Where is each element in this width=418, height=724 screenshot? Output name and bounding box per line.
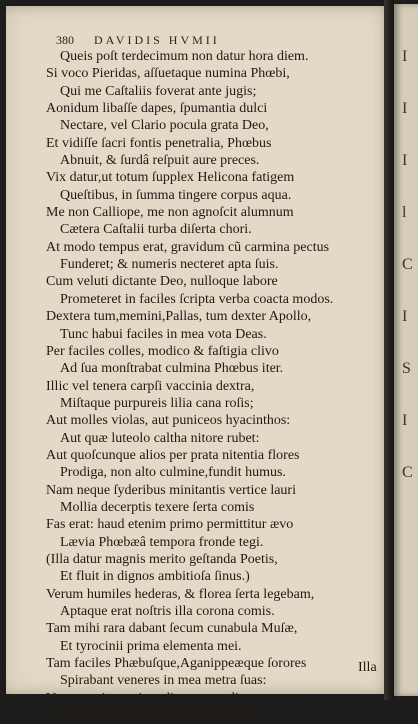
- facing-page-letter: S: [402, 360, 411, 377]
- poem-line: Aut quoſcunque alios per prata nitentia flores: [46, 447, 300, 463]
- poem-line: Tunc habui faciles in mea vota Deas.: [60, 326, 267, 342]
- poem-line: Funderet; & numeris necteret apta ſuis.: [60, 257, 279, 273]
- poem-line: Et foret argutæ neſcia dextra lyræ:: [60, 708, 252, 724]
- poem-line: Prodiga, non alto culmine,fundit humus.: [60, 465, 286, 481]
- poem-line: Aut molles violas, aut puniceos hyacinthos:: [46, 413, 291, 429]
- poem-line: Mollia decerptis texere ſerta comis: [60, 499, 255, 515]
- poem-line: Spirabant veneres in mea metra ſuas:: [60, 673, 267, 689]
- poem-line: Per faciles colles, modico & faſtigia clivo: [46, 343, 279, 359]
- poem-line: (Illa datur magnis merito geſtanda Poetis,: [46, 551, 278, 567]
- poem-line: Aut quæ luteolo caltha nitore rubet:: [60, 430, 260, 446]
- book-gutter: [384, 0, 394, 700]
- poem-line: Verum humiles hederas, & florea ſerta legebam,: [46, 586, 315, 602]
- poem-line: Me non Calliope, me non agnoſcit alumnum: [46, 205, 294, 221]
- poem-line: Vix datur,ut totum ſupplex Helicona fatigem: [46, 170, 295, 186]
- poem-line: Vt quamvis tenui meditarer arundine carmen,: [46, 690, 301, 706]
- poem-line: Si voco Pieridas, aſſuetaque numina Phœbi,: [46, 66, 290, 82]
- poem-line: Et fluit in dignos ambitioſa ſinus.): [60, 569, 250, 585]
- poem-line: Aptaque erat noſtris illa corona comis.: [60, 604, 275, 619]
- poem-line: At modo tempus erat, gravidum cũ carmina pectus: [46, 239, 330, 255]
- poem-line: Et tyrocinii prima elementa mei.: [60, 638, 242, 654]
- poem-line: Nectare, vel Clario pocula grata Deo,: [60, 118, 269, 134]
- poem-line: Tam mihi rara dabant ſecum cunabula Muſæ,: [46, 621, 298, 637]
- poem-line: Aonidum libaſſe dapes, ſpumantia dulci: [46, 101, 268, 117]
- poem-line: Cætera Caſtalii turba diſerta chori.: [60, 222, 252, 238]
- poem-line: Fas erat: haud etenim primo permittitur ævo: [46, 517, 294, 533]
- facing-page-letter: C: [402, 464, 413, 481]
- poem-line: Nam neque ſyderibus minitantis vertice lauri: [46, 482, 296, 498]
- poem-line: Qui me Caſtaliis foverat ante jugis;: [60, 83, 257, 99]
- poem-line: Queſtibus, in ſumma tingere corpus aqua.: [60, 187, 292, 203]
- poem-line: Ad ſua monſtrabat culmina Phœbus iter.: [60, 361, 284, 377]
- facing-page-letter: l: [402, 204, 407, 221]
- facing-page-edge: [394, 4, 418, 696]
- running-title: DAVIDIS HVMII: [94, 33, 220, 47]
- poem-line: Miſtaque purpureis lilia cana roſis;: [60, 395, 254, 411]
- facing-page-letter: I: [402, 308, 408, 325]
- book-page: [6, 6, 390, 724]
- facing-page-letter: C: [402, 256, 413, 273]
- facing-page-letter: I: [402, 48, 408, 65]
- poem-line: Queis poſt terdecimum non datur hora diem.: [60, 49, 309, 64]
- facing-page-letter: I: [402, 152, 408, 169]
- poem-line: Prometeret in faciles ſcripta verba coacta modos.: [60, 291, 334, 307]
- poem-line: Lævia Phœbæâ tempora fronde tegi.: [60, 534, 264, 550]
- facing-page-letter: I: [402, 412, 408, 429]
- poem-text: [46, 48, 388, 724]
- facing-page-letter: I: [402, 100, 408, 117]
- poem-line: Illic vel tenera carpſi vaccinia dextra,: [46, 378, 255, 394]
- catchword: Illa: [358, 660, 377, 675]
- poem-line: Cum veluti dictante Deo, nulloque labore: [46, 274, 278, 290]
- poem-line: Dextera tum,memini,Pallas, tum dexter Apollo,: [46, 309, 312, 325]
- poem-line: Et vidiſſe ſacri fontis penetralia, Phœbus: [46, 135, 272, 151]
- poem-line: Abnuit, & ſurdâ reſpuit aure preces.: [60, 153, 260, 169]
- page-number: 380: [56, 33, 74, 47]
- poem-line: Tam faciles Phæbuſque,Aganippeæque ſorores: [46, 656, 307, 672]
